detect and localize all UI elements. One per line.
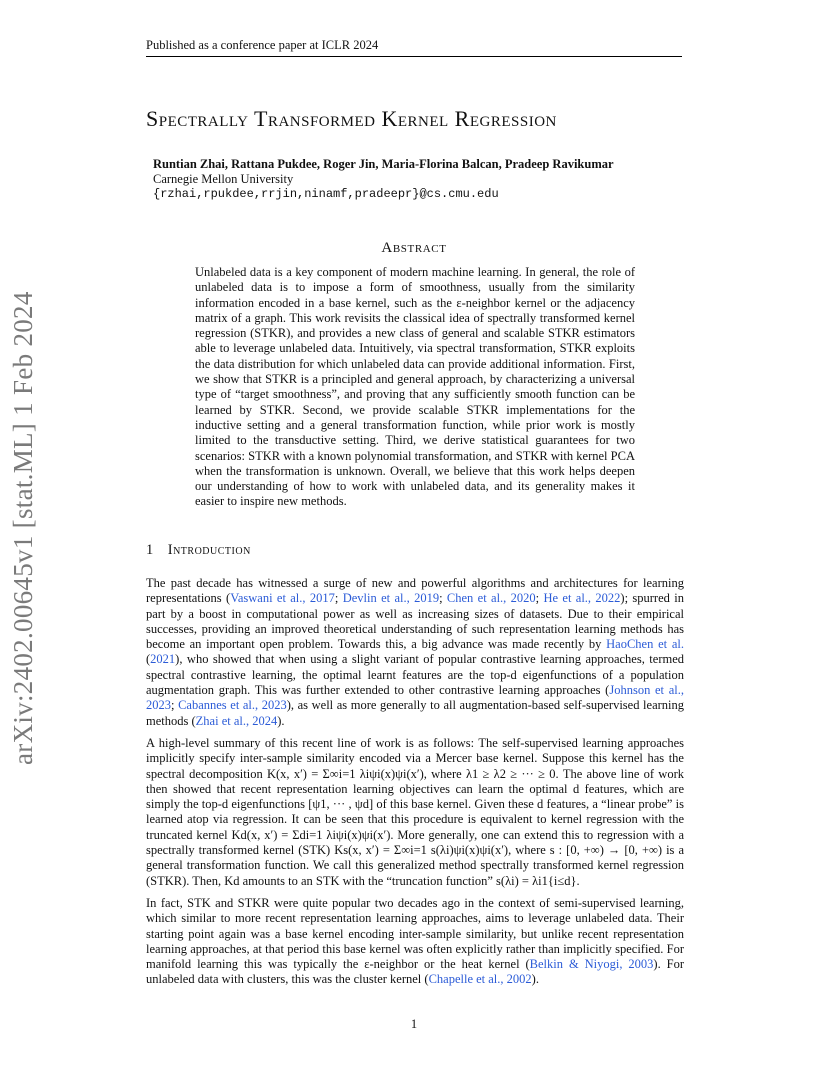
citation-link[interactable]: Johnson et al., 2023 [146,683,684,713]
paragraph-2: A high-level summary of this recent line of work is as follows: The self-supervised learning approaches implicitly specify inter-sample similarity encoded via a Mercer base kernel. Suppose this kernel has the spectral decomposition K(x, x′) = Σ∞i=1 λiψi(x)ψi(x′), where λ1 ≥ λ2 ≥ ··· ≥ 0. The above line of work then showed that recent representation learning objectives can learn the optimal d features, which are simply the top-d eigenfunctions [ψ1, ··· , ψd] of this base kernel. Given these d features, a “linear probe” is learned atop via regression. It can be seen that this procedure is equivalent to kernel regression with the truncated kernel Kd(x, x′) = Σdi=1 λiψi(x)ψi(x′). More generally, one can extend this to regression with a spectrally transformed kernel (STK) Ks(x, x′) = Σ∞i=1 s(λi)ψi(x)ψi(x′), where s : [0, +∞) → [0, +∞) is a general transformation function. We call this generalized method spectrally transformed kernel regression (STKR). Then, Kd amounts to an STK with the “truncation function” s(λi) = λi1{i≤d}. [146,735,684,888]
abstract-text: Unlabeled data is a key component of modern machine learning. In general, the role of unlabeled data is to impose a form of smoothness, usually from the similarity information encoded in a base kernel, such as the ε-neighbor kernel or the adjacency matrix of a graph. This work revisits the classical idea of spectrally transformed kernel regression (STKR), and provides a new class of general and scalable STKR estimators able to leverage unlabeled data. Intuitively, via spectral transformation, STKR exploits the data distribution for which unlabeled data can provide additional information. First, we show that STKR is a principled and general approach, by characterizing a universal type of “target smoothness”, and proving that any sufficiently smooth function can be learned by STKR. Second, we provide scalable STKR implementations for the inductive setting and a general transformation function, while prior work is mostly limited to the transductive setting. Third, we derive statistical guarantees for two scenarios: STKR with a known polynomial transformation, and STKR with kernel PCA when the transformation is unknown. Overall, we believe that this work helps deepen our understanding of how to work with unlabeled data, and its generality makes it easier to inspire new methods. [195,265,635,509]
author-names: Runtian Zhai, Rattana Pukdee, Roger Jin, Maria-Florina Balcan, Pradeep Ravikumar [153,157,614,171]
affiliation: Carnegie Mellon University [153,172,294,186]
paper-title: Spectrally Transformed Kernel Regression [146,106,557,131]
paragraph-1: The past decade has witnessed a surge of new and powerful algorithms and architectures for learning representations (Vaswani et al., 2017; Devlin et al., 2019; Chen et al., 2020; He et al., 2022); spurred in part by a boost in computational power as well as increasing sizes of datasets. Due to their empirical successes, providing an improved theoretical understanding of such representation learning methods has become an important open problem. Towards this, a big advance was made recently by HaoChen et al. (2021), who showed that when using a slight variant of popular contrastive learning approaches, termed spectral contrastive learning, the optimal learnt features are the top-d eigenfunctions of a population augmentation graph. This was further extended to other contrastive learning approaches (Johnson et al., 2023; Cabannes et al., 2023), as well as more generally to all augmentation-based self-supervised learning methods (Zhai et al., 2024). [146,576,684,728]
page-number: 1 [410,1017,418,1031]
paragraph-3: In fact, STK and STKR were quite popular two decades ago in the context of semi-supervised learning, which similar to more recent representation learning approaches, aims to leverage unlabeled data. Their starting point again was a base kernel encoding inter-sample similarity, but unlike recent representation learning approaches, at that period this base kernel was often explicitly rather than implicitly specified. For manifold learning this was typically the ε-neighbor or the heat kernel (Belkin & Niyogi, 2003). For unlabeled data with clusters, this was the cluster kernel (Chapelle et al., 2002). [146,895,684,987]
citation-link[interactable]: He et al., 2022 [543,591,621,606]
running-header: Published as a conference paper at ICLR 2024 [146,38,682,57]
citation-link[interactable]: Cabannes et al., 2023 [178,698,287,713]
citation-link[interactable]: Vaswani et al., 2017 [230,591,335,606]
citation-link[interactable]: Zhai et al., 2024 [195,713,278,728]
citation-link[interactable]: Chapelle et al., 2002 [428,972,532,987]
citation-link[interactable]: HaoChen et al. [606,637,684,652]
citation-link[interactable]: Chen et al., 2020 [446,591,536,606]
author-block [153,157,713,202]
citation-link[interactable]: Devlin et al., 2019 [342,591,440,606]
citation-link[interactable]: Belkin & Niyogi, 2003 [529,957,654,972]
section-number: 1 [146,542,154,558]
body-text [146,576,684,995]
author-emails: {rzhai,rpukdee,rrjin,ninamf,pradeepr}@cs.cmu.edu [153,187,499,201]
abstract-heading: Abstract [381,240,447,256]
citation-link[interactable]: 2021 [150,652,176,667]
arxiv-watermark: arXiv:2402.00645v1 [stat.ML] 1 Feb 2024 [8,291,38,765]
section-heading [146,542,251,559]
section-title: Introduction [167,542,251,558]
